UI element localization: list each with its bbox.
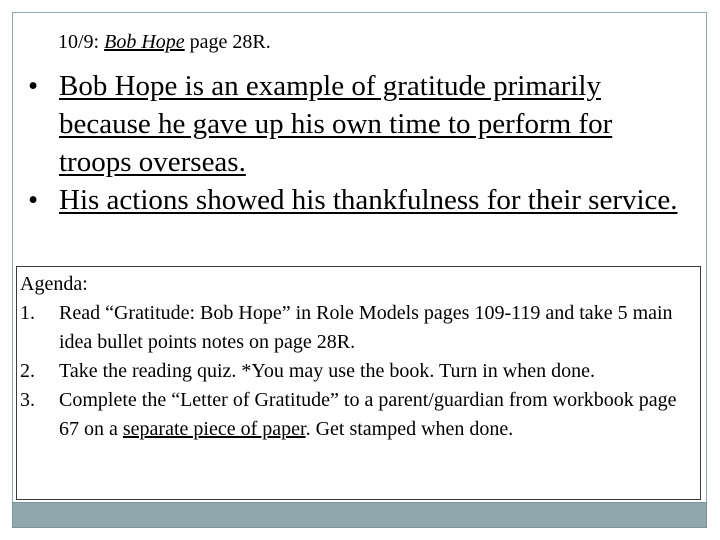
- agenda-item-text: Take the reading quiz. *You may use the book. Turn in when done.: [59, 360, 595, 382]
- agenda-box: [16, 266, 701, 500]
- heading-title: Bob Hope: [104, 31, 185, 53]
- agenda-item-text-before: Complete the “Letter of Gratitude” to a parent/guardian from workbook page 67 on a: [59, 389, 677, 440]
- agenda-item: [20, 357, 700, 386]
- agenda-item: [20, 386, 700, 444]
- agenda-item-number: 1.: [20, 302, 35, 324]
- agenda-item-text-underlined: separate piece of paper: [122, 418, 306, 440]
- bullet-text: His actions showed his thankfulness for their service.: [59, 184, 678, 216]
- bullet-dot: •: [28, 70, 39, 102]
- bullet-list: [28, 67, 688, 219]
- agenda-item-number: 3.: [20, 389, 35, 411]
- bullet-item: [28, 181, 688, 219]
- bullet-text: Bob Hope is an example of gratitude primarily because he gave up his own time to perform for troops overseas.: [59, 70, 613, 178]
- bullet-item: [28, 67, 688, 181]
- agenda-list: [20, 299, 700, 444]
- slide-heading: [58, 29, 271, 55]
- footer-band: [12, 502, 707, 528]
- agenda-title: Agenda:: [20, 273, 88, 295]
- agenda-item: [20, 299, 700, 357]
- bullet-dot: •: [28, 184, 39, 216]
- heading-suffix: page 28R.: [184, 31, 271, 53]
- agenda-item-text: Read “Gratitude: Bob Hope” in Role Models pages 109-119 and take 5 main idea bullet points notes on page 28R.: [59, 302, 673, 353]
- agenda-item-number: 2.: [20, 360, 35, 382]
- agenda-item-text-after: . Get stamped when done.: [305, 418, 514, 440]
- heading-prefix: 10/9:: [58, 31, 105, 53]
